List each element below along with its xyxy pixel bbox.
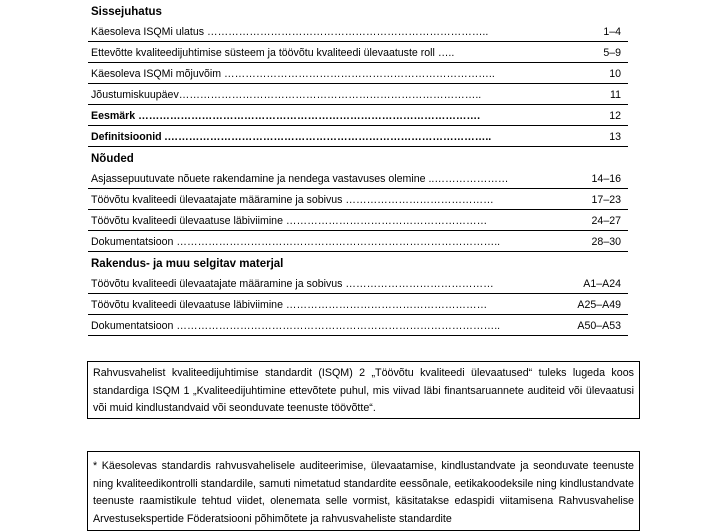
toc-row-page: 14–16: [591, 173, 621, 185]
toc-row-label: Jõustumiskuupäev…………………………………………………………………………..: [91, 89, 482, 101]
toc-row-objective[interactable]: [88, 105, 628, 126]
toc-row[interactable]: [88, 315, 628, 336]
toc-row[interactable]: [88, 168, 628, 189]
footnote-box: * Käesolevas standardis rahvusvahelisele auditeerimise, ülevaatamise, kindlustandvate ja seonduvate teenuste ning kvaliteedikontrolli standardile, samuti nimetatud standardite eessõnale, eetikakoodeksile ning kindlustandvate teenuste raamistikule tehtud viidet, olenemata selle vormist, käsitatakse edaspidi viitamisena Rahvusvahelise Arvestusekspertide Föderatsiooni põhimõtete ja rahvusvaheliste standardite: [87, 451, 640, 531]
toc-row-page: 17–23: [591, 194, 621, 206]
toc-row-label: Käesoleva ISQMi mõjuvõim …………………………………………………………………..: [91, 68, 495, 80]
toc-row-label: Töövõtu kvaliteedi ülevaatuse läbiviimine …………………………………………………: [91, 299, 488, 311]
toc-row-label: Eesmärk …………………………………………………………………………………….: [91, 110, 481, 122]
toc-row-definitions[interactable]: [88, 126, 628, 147]
toc-row[interactable]: [88, 294, 628, 315]
toc-heading-introduction: Sissejuhatus: [91, 6, 162, 18]
toc-row-page: 12: [609, 110, 621, 122]
toc-row-page: 13: [609, 131, 621, 143]
toc-row-page: 5–9: [603, 47, 621, 59]
toc-row[interactable]: [88, 210, 628, 231]
toc-row-label: Töövõtu kvaliteedi ülevaatuse läbiviimine …………………………………………………: [91, 215, 488, 227]
toc-row[interactable]: [88, 63, 628, 84]
toc-row-page: 11: [610, 89, 621, 101]
toc-row-label: Asjassepuutuvate nõuete rakendamine ja nendega vastavuses olemine ..…………………: [91, 173, 509, 185]
toc-row[interactable]: [88, 189, 628, 210]
toc-row-page: A1–A24: [583, 278, 621, 290]
toc-row[interactable]: [88, 231, 628, 252]
toc-heading-application-material: Rakendus- ja muu selgitav materjal: [91, 258, 284, 270]
toc-row-page: 10: [609, 68, 621, 80]
toc-row-label: Definitsioonid .………………………………………………………………………………..: [91, 131, 492, 143]
toc-row-label: Ettevõtte kvaliteedijuhtimise süsteem ja töövõtu kvaliteedi ülevaatuste roll …..: [91, 47, 455, 59]
toc-row[interactable]: [88, 42, 628, 63]
toc-row[interactable]: [88, 84, 628, 105]
toc-row-page: A25–A49: [577, 299, 621, 311]
toc-row-label: Dokumentatsioon ………………………………………………………………………………..: [91, 236, 501, 248]
toc-row[interactable]: [88, 273, 628, 294]
toc-row-page: A50–A53: [577, 320, 621, 332]
toc-row-label: Töövõtu kvaliteedi ülevaatajate määramine ja sobivus ……………………………………: [91, 278, 494, 290]
toc-row-page: 24–27: [591, 215, 621, 227]
toc-row-page: 1–4: [603, 26, 621, 38]
toc-row-page: 28–30: [591, 236, 621, 248]
toc-row-label: Töövõtu kvaliteedi ülevaatajate määramine ja sobivus ……………………………………: [91, 194, 494, 206]
toc-row-label: Dokumentatsioon ………………………………………………………………………………..: [91, 320, 501, 332]
toc-heading-requirements: Nõuded: [91, 153, 134, 165]
toc-row-label: Käesoleva ISQMi ulatus ……………………………………………………………………..: [91, 26, 489, 38]
isqm-reading-note: Rahvusvahelist kvaliteedijuhtimise standardit (ISQM) 2 „Töövõtu kvaliteedi ülevaatused“ tuleks lugeda koos standardiga ISQM 1 „Kvaliteedijuhtimine ettevõtete puhul, mis viivad läbi finantsaruannete auditeid või ülevaatusi või muid kindlustandvaid või seonduvate teenuste töövõtte“.: [87, 361, 640, 419]
toc-row[interactable]: [88, 21, 628, 42]
